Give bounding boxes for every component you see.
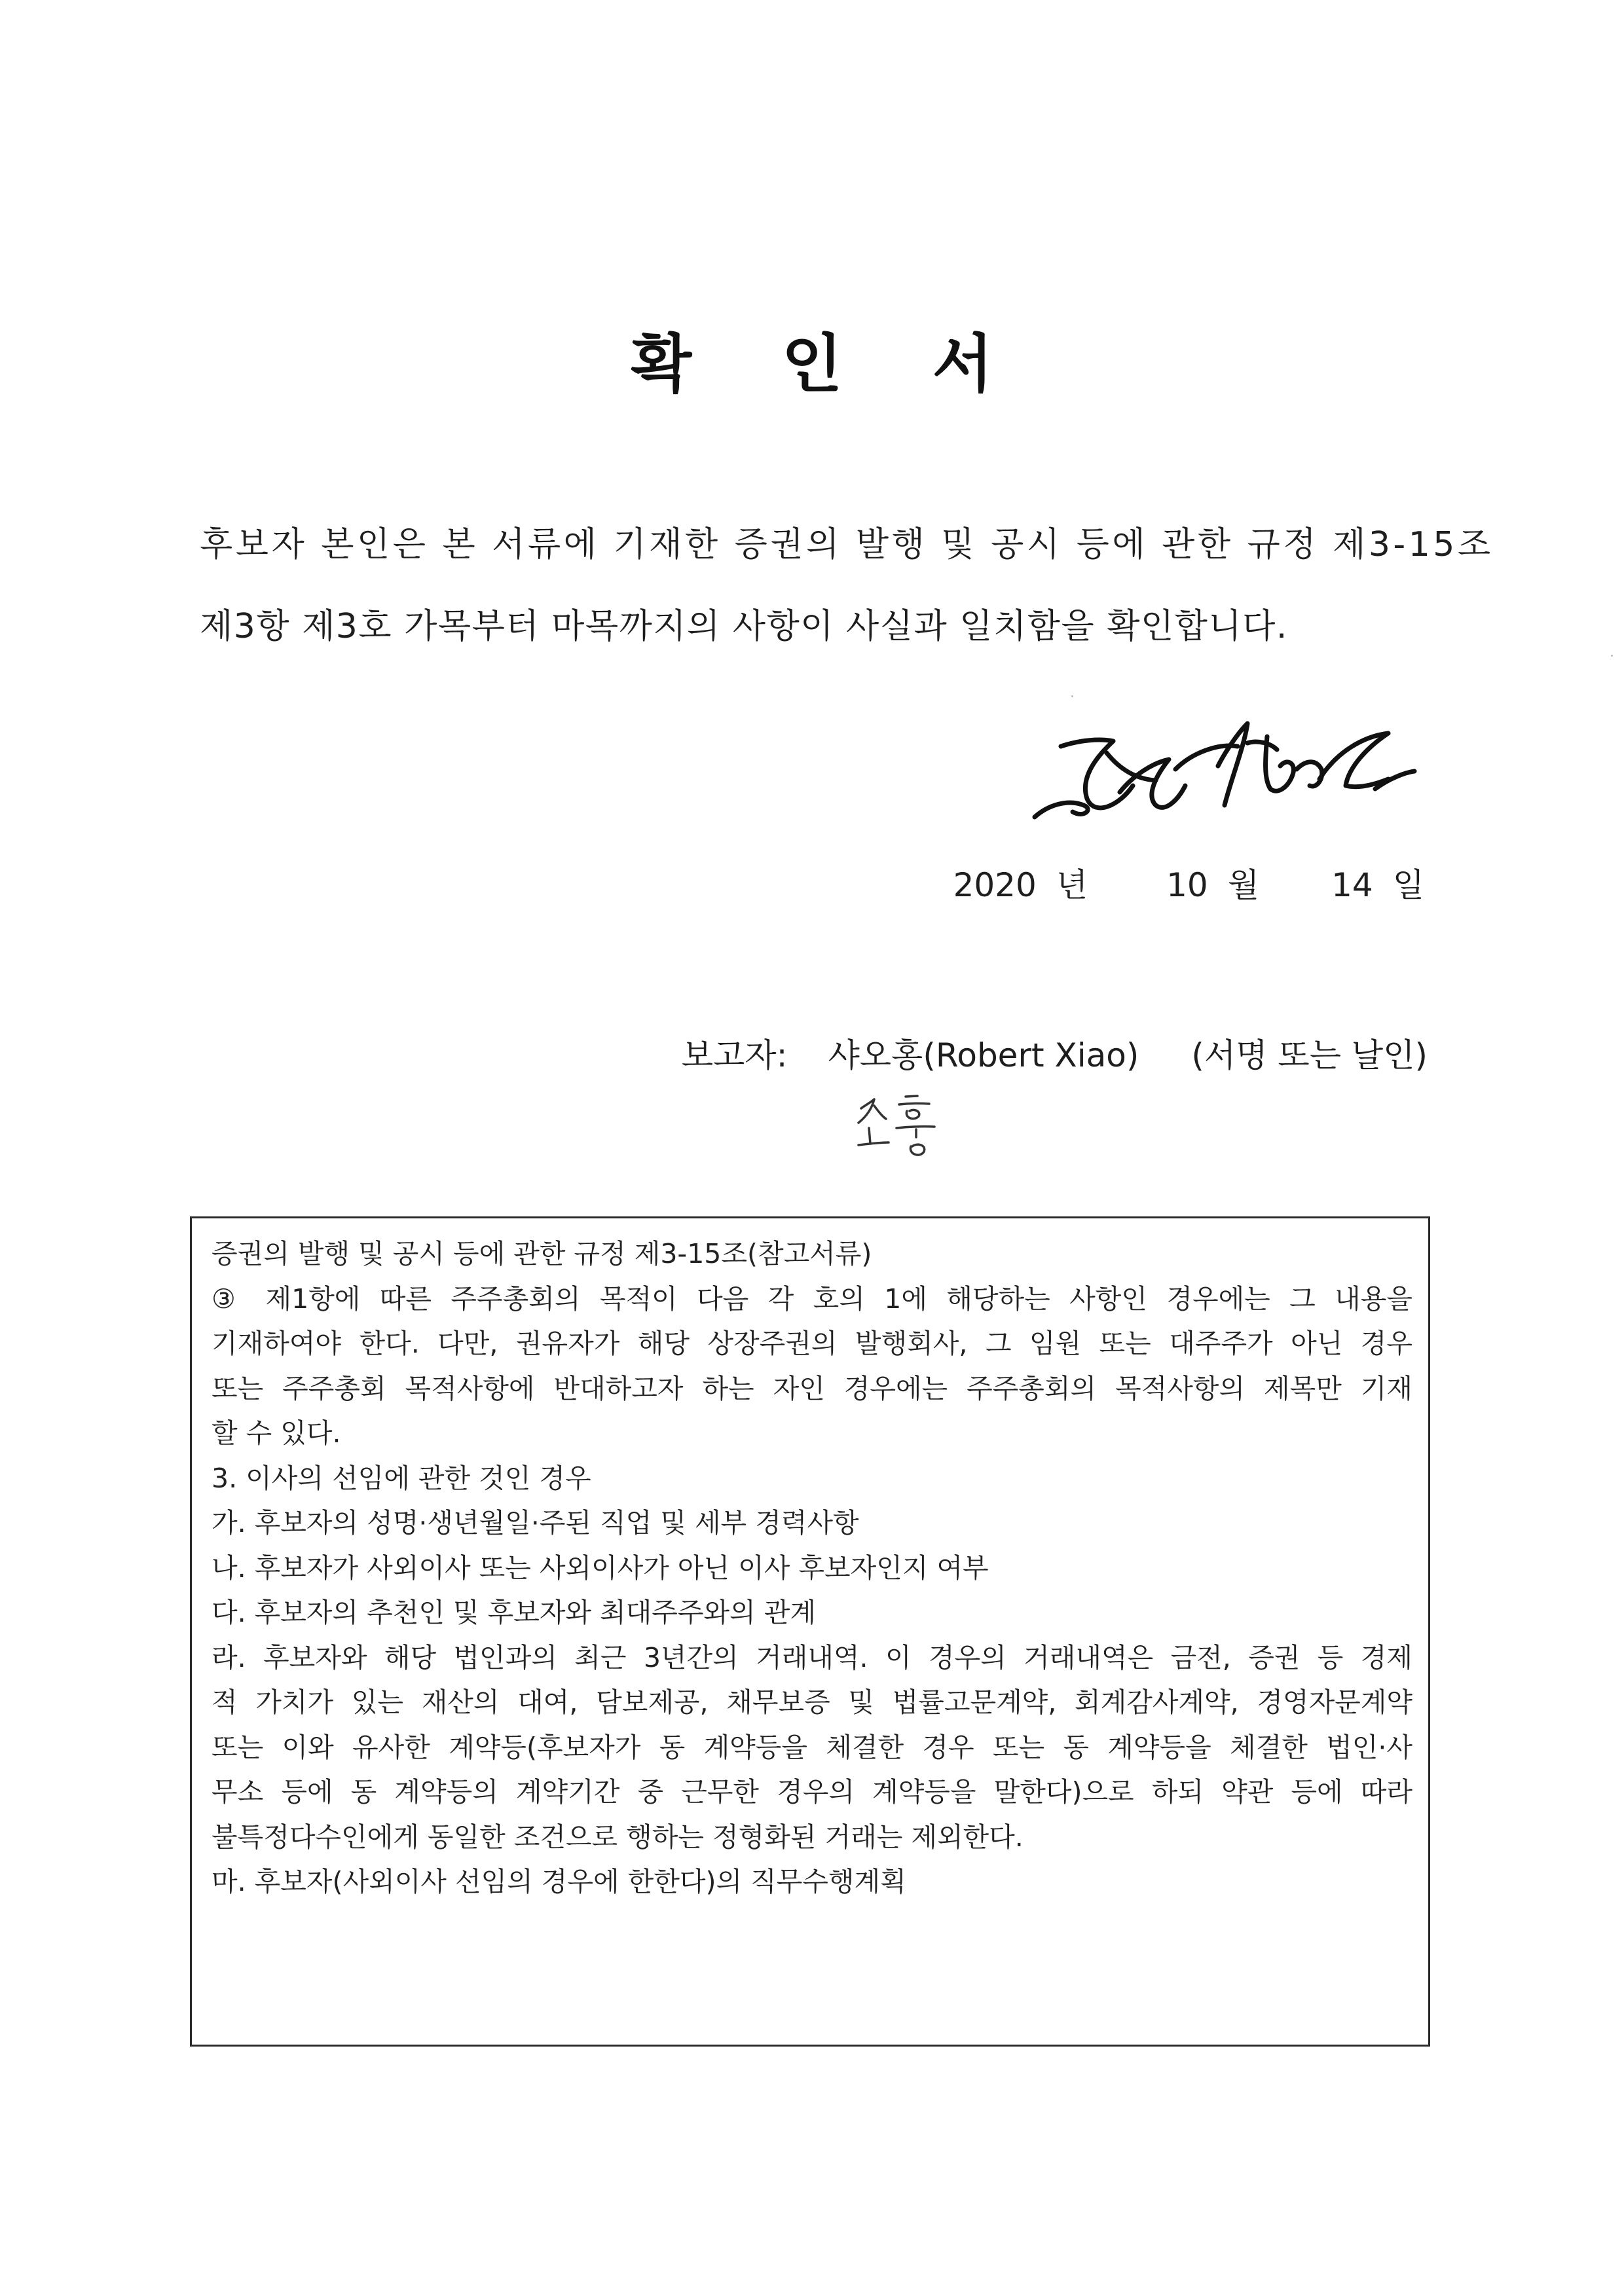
- statement-line: 후보자 본인은 본 서류에 기재한 증권의 발행 및 공시 등에 관한 규정 제3-15조: [200, 525, 1494, 564]
- reporter-line: [682, 1029, 1428, 1076]
- reference-line: 나. 후보자가 사외이사 또는 사외이사가 아닌 이사 후보자인지 여부: [212, 1552, 989, 1584]
- reference-line: 3. 이사의 선임에 관한 것인 경우: [212, 1462, 591, 1494]
- handwritten-signature-icon: [1022, 707, 1428, 838]
- date-year-unit: 년: [1056, 866, 1088, 904]
- reference-line: 또는 주주총회 목적사항에 반대하고자 하는 자인 경우에는 주주총회의 목적사항의 제목만 기재: [212, 1372, 1412, 1404]
- reference-line: 또는 이와 유사한 계약등(후보자가 동 계약등을 체결한 경우 또는 동 계약등을 체결한 법인·사: [212, 1731, 1412, 1763]
- reference-line: 다. 후보자의 추천인 및 후보자와 최대주주와의 관계: [212, 1597, 816, 1628]
- date-month-unit: 월: [1227, 866, 1260, 904]
- reference-line: 가. 후보자의 성명·생년월일·주된 직업 및 세부 경력사항: [212, 1507, 859, 1539]
- reference-line: 불특정다수인에게 동일한 조건으로 행하는 정형화된 거래는 제외한다.: [212, 1821, 1024, 1853]
- reference-line: 할 수 있다.: [212, 1417, 341, 1449]
- date-line: [953, 859, 1424, 906]
- reporter-name: 샤오홍(Robert Xiao): [828, 1036, 1139, 1074]
- regulation-reference-box: [190, 1216, 1430, 2047]
- date-day-unit: 일: [1392, 866, 1424, 904]
- scan-speck: [1611, 655, 1613, 657]
- sign-note: (서명 또는 날인): [1191, 1036, 1428, 1074]
- reference-line: 적 가치가 있는 재산의 대여, 담보제공, 채무보증 및 법률고문계약, 회계감사계약, 경영자문계약: [212, 1686, 1412, 1718]
- reference-line: 무소 등에 동 계약등의 계약기간 중 근무한 경우의 계약등을 말한다)으로 하되 약관 등에 따라: [212, 1776, 1412, 1808]
- document-title: 확 인 서: [631, 327, 1027, 401]
- date-year: 2020: [953, 866, 1037, 904]
- handwritten-name-icon: [855, 1090, 940, 1162]
- reference-line: 마. 후보자(사외이사 선임의 경우에 한한다)의 직무수행계획: [212, 1866, 906, 1897]
- reference-line: 기재하여야 한다. 다만, 권유자가 해당 상장주권의 발행회사, 그 임원 또는 대주주가 아닌 경우: [212, 1328, 1412, 1359]
- statement-line: 제3항 제3호 가목부터 마목까지의 사항이 사실과 일치함을 확인합니다.: [200, 607, 1288, 646]
- date-month: 10: [1166, 866, 1208, 904]
- reporter-label: 보고자:: [681, 1036, 788, 1074]
- reference-line: ③ 제1항에 따른 주주총회의 목적이 다음 각 호의 1에 해당하는 사항인 경우에는 그 내용을: [212, 1283, 1412, 1315]
- confirmation-statement: [200, 504, 1494, 668]
- reference-heading: 증권의 발행 및 공시 등에 관한 규정 제3-15조(참고서류): [212, 1238, 872, 1269]
- reference-line: 라. 후보자와 해당 법인과의 최근 3년간의 거래내역. 이 경우의 거래내역은 금전, 증권 등 경제: [212, 1641, 1412, 1673]
- date-day: 14: [1331, 866, 1373, 904]
- scan-speck: [1071, 695, 1073, 697]
